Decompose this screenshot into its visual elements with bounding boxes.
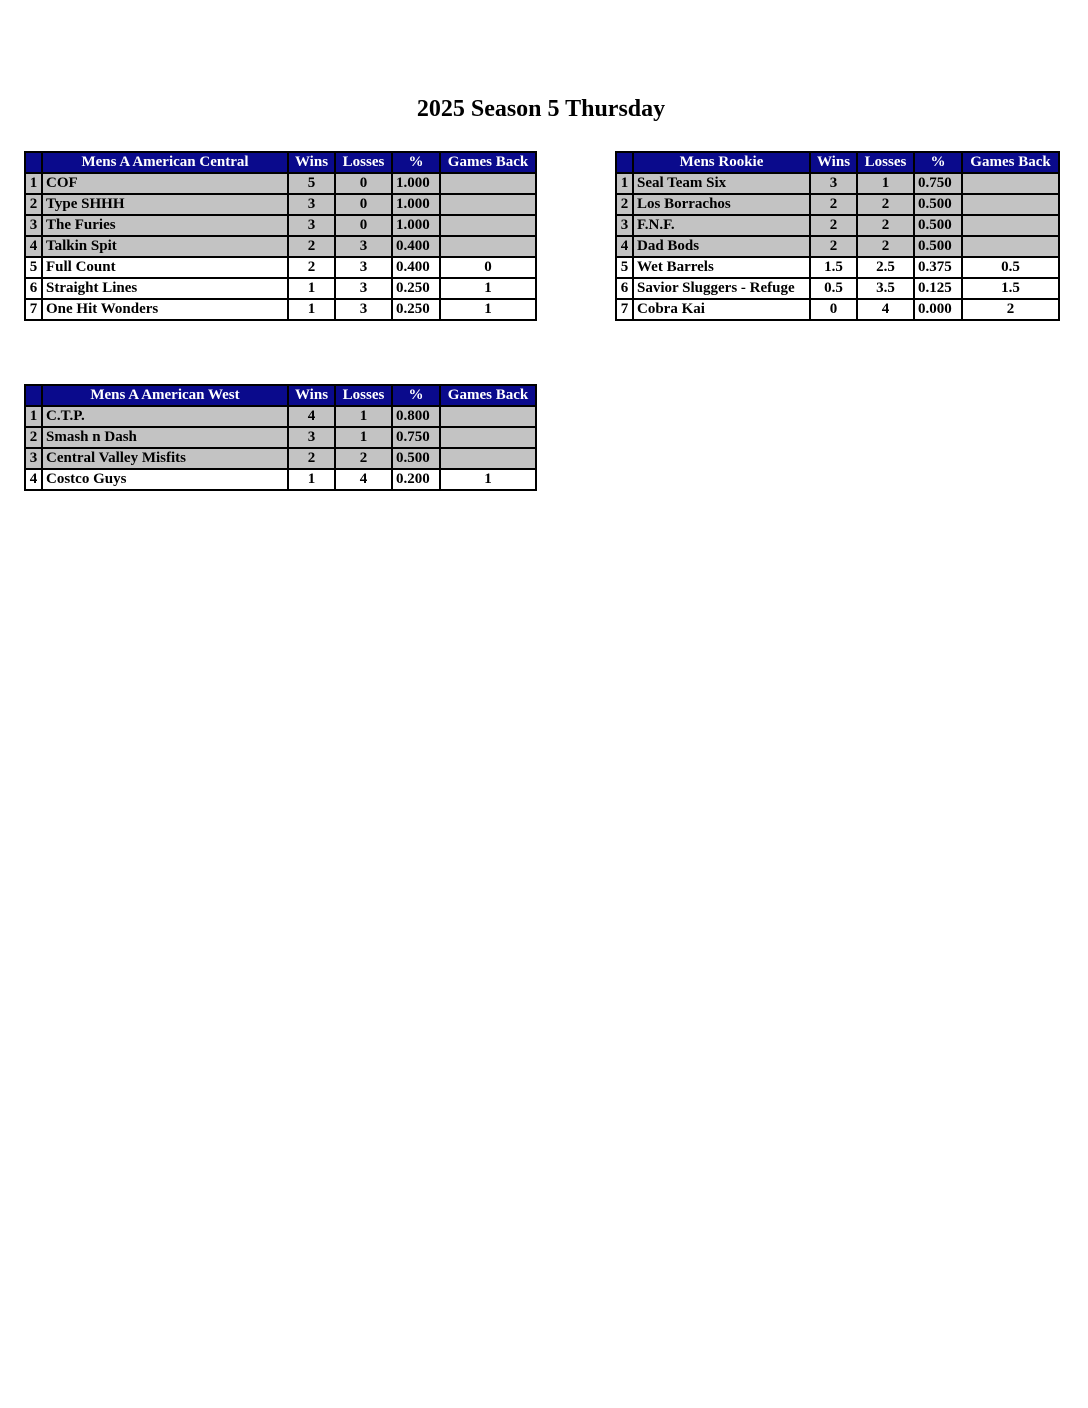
- table-row: [25, 299, 536, 320]
- games-back-cell: [440, 448, 536, 469]
- losses-cell: 3.5: [857, 278, 914, 299]
- table-row: [616, 173, 1059, 194]
- pct-cell: 1.000: [392, 194, 440, 215]
- standings-table-american-west: [24, 384, 537, 491]
- rank-cell: 1: [25, 406, 42, 427]
- wins-cell: 1: [288, 469, 335, 490]
- rank-cell: 3: [25, 215, 42, 236]
- games-back-cell: 1.5: [962, 278, 1059, 299]
- games-back-cell: [962, 194, 1059, 215]
- wins-cell: 2: [288, 448, 335, 469]
- table-header-row: [25, 152, 536, 173]
- team-name-cell: Central Valley Misfits: [42, 448, 288, 469]
- wins-cell: 3: [810, 173, 857, 194]
- rank-cell: 6: [25, 278, 42, 299]
- wins-cell: 0: [810, 299, 857, 320]
- losses-cell: 2: [857, 194, 914, 215]
- wins-cell: 2: [810, 236, 857, 257]
- team-name-cell: Smash n Dash: [42, 427, 288, 448]
- team-name-cell: Savior Sluggers - Refuge: [633, 278, 810, 299]
- pct-header: %: [392, 385, 440, 406]
- table-row: [25, 257, 536, 278]
- table-row: [25, 194, 536, 215]
- wins-cell: 1: [288, 278, 335, 299]
- wins-cell: 3: [288, 215, 335, 236]
- wins-cell: 2: [810, 194, 857, 215]
- table-row: [616, 257, 1059, 278]
- wins-cell: 3: [288, 194, 335, 215]
- wins-cell: 1: [288, 299, 335, 320]
- losses-cell: 0: [335, 173, 392, 194]
- team-name-cell: Seal Team Six: [633, 173, 810, 194]
- team-name-cell: Los Borrachos: [633, 194, 810, 215]
- wins-cell: 4: [288, 406, 335, 427]
- losses-header: Losses: [335, 385, 392, 406]
- pct-cell: 0.250: [392, 299, 440, 320]
- games-back-cell: [440, 236, 536, 257]
- rank-cell: 3: [25, 448, 42, 469]
- losses-cell: 2: [335, 448, 392, 469]
- rank-header: [25, 152, 42, 173]
- pct-cell: 0.800: [392, 406, 440, 427]
- team-name-cell: Type SHHH: [42, 194, 288, 215]
- rank-cell: 2: [616, 194, 633, 215]
- rank-header: [616, 152, 633, 173]
- division-name: Mens A American West: [42, 385, 288, 406]
- losses-cell: 1: [335, 427, 392, 448]
- table-row: [616, 194, 1059, 215]
- table-header-row: [25, 385, 536, 406]
- losses-cell: 4: [335, 469, 392, 490]
- wins-cell: 1.5: [810, 257, 857, 278]
- team-name-cell: Costco Guys: [42, 469, 288, 490]
- losses-header: Losses: [857, 152, 914, 173]
- games-back-header: Games Back: [440, 385, 536, 406]
- losses-cell: 1: [335, 406, 392, 427]
- pct-cell: 0.750: [392, 427, 440, 448]
- team-name-cell: COF: [42, 173, 288, 194]
- wins-cell: 5: [288, 173, 335, 194]
- pct-cell: 0.500: [392, 448, 440, 469]
- team-name-cell: F.N.F.: [633, 215, 810, 236]
- team-name-cell: Talkin Spit: [42, 236, 288, 257]
- games-back-cell: [440, 194, 536, 215]
- team-name-cell: The Furies: [42, 215, 288, 236]
- games-back-cell: [962, 236, 1059, 257]
- losses-cell: 3: [335, 257, 392, 278]
- table-row: [25, 406, 536, 427]
- losses-cell: 2: [857, 215, 914, 236]
- pct-header: %: [392, 152, 440, 173]
- table-row: [616, 278, 1059, 299]
- rank-cell: 1: [616, 173, 633, 194]
- games-back-header: Games Back: [440, 152, 536, 173]
- division-name: Mens A American Central: [42, 152, 288, 173]
- rank-cell: 6: [616, 278, 633, 299]
- games-back-header: Games Back: [962, 152, 1059, 173]
- games-back-cell: [440, 406, 536, 427]
- team-name-cell: C.T.P.: [42, 406, 288, 427]
- rank-cell: 4: [25, 236, 42, 257]
- wins-cell: 2: [288, 236, 335, 257]
- wins-cell: 0.5: [810, 278, 857, 299]
- wins-header: Wins: [288, 385, 335, 406]
- losses-cell: 1: [857, 173, 914, 194]
- pct-cell: 0.375: [914, 257, 962, 278]
- wins-cell: 3: [288, 427, 335, 448]
- pct-cell: 0.200: [392, 469, 440, 490]
- table-row: [25, 427, 536, 448]
- losses-cell: 0: [335, 194, 392, 215]
- losses-cell: 0: [335, 215, 392, 236]
- pct-cell: 0.500: [914, 215, 962, 236]
- pct-cell: 1.000: [392, 215, 440, 236]
- games-back-cell: 1: [440, 278, 536, 299]
- rank-header: [25, 385, 42, 406]
- pct-cell: 0.400: [392, 236, 440, 257]
- losses-cell: 2.5: [857, 257, 914, 278]
- games-back-cell: 0: [440, 257, 536, 278]
- rank-cell: 2: [25, 194, 42, 215]
- games-back-cell: [962, 173, 1059, 194]
- pct-header: %: [914, 152, 962, 173]
- pct-cell: 0.750: [914, 173, 962, 194]
- pct-cell: 0.125: [914, 278, 962, 299]
- standings-table-mens-rookie: [615, 151, 1060, 321]
- pct-cell: 0.400: [392, 257, 440, 278]
- standings-table-american-central: [24, 151, 537, 321]
- table-row: [25, 215, 536, 236]
- pct-cell: 0.500: [914, 236, 962, 257]
- losses-cell: 3: [335, 278, 392, 299]
- table-row: [616, 236, 1059, 257]
- games-back-cell: [440, 215, 536, 236]
- rank-cell: 5: [25, 257, 42, 278]
- games-back-cell: 1: [440, 469, 536, 490]
- losses-header: Losses: [335, 152, 392, 173]
- rank-cell: 4: [25, 469, 42, 490]
- losses-cell: 4: [857, 299, 914, 320]
- rank-cell: 7: [25, 299, 42, 320]
- team-name-cell: Straight Lines: [42, 278, 288, 299]
- rank-cell: 2: [25, 427, 42, 448]
- rank-cell: 1: [25, 173, 42, 194]
- wins-header: Wins: [288, 152, 335, 173]
- games-back-cell: [440, 173, 536, 194]
- table-header-row: [616, 152, 1059, 173]
- wins-header: Wins: [810, 152, 857, 173]
- losses-cell: 3: [335, 299, 392, 320]
- games-back-cell: 2: [962, 299, 1059, 320]
- table-row: [616, 299, 1059, 320]
- rank-cell: 4: [616, 236, 633, 257]
- losses-cell: 2: [857, 236, 914, 257]
- rank-cell: 3: [616, 215, 633, 236]
- pct-cell: 0.000: [914, 299, 962, 320]
- wins-cell: 2: [288, 257, 335, 278]
- table-row: [25, 278, 536, 299]
- team-name-cell: Dad Bods: [633, 236, 810, 257]
- rank-cell: 7: [616, 299, 633, 320]
- games-back-cell: [962, 215, 1059, 236]
- table-row: [25, 469, 536, 490]
- team-name-cell: One Hit Wonders: [42, 299, 288, 320]
- division-name: Mens Rookie: [633, 152, 810, 173]
- table-row: [616, 215, 1059, 236]
- team-name-cell: Full Count: [42, 257, 288, 278]
- table-row: [25, 236, 536, 257]
- wins-cell: 2: [810, 215, 857, 236]
- table-row: [25, 448, 536, 469]
- team-name-cell: Cobra Kai: [633, 299, 810, 320]
- losses-cell: 3: [335, 236, 392, 257]
- games-back-cell: [440, 427, 536, 448]
- table-row: [25, 173, 536, 194]
- games-back-cell: 0.5: [962, 257, 1059, 278]
- rank-cell: 5: [616, 257, 633, 278]
- pct-cell: 0.250: [392, 278, 440, 299]
- pct-cell: 0.500: [914, 194, 962, 215]
- pct-cell: 1.000: [392, 173, 440, 194]
- team-name-cell: Wet Barrels: [633, 257, 810, 278]
- page-title: 2025 Season 5 Thursday: [416, 96, 666, 122]
- games-back-cell: 1: [440, 299, 536, 320]
